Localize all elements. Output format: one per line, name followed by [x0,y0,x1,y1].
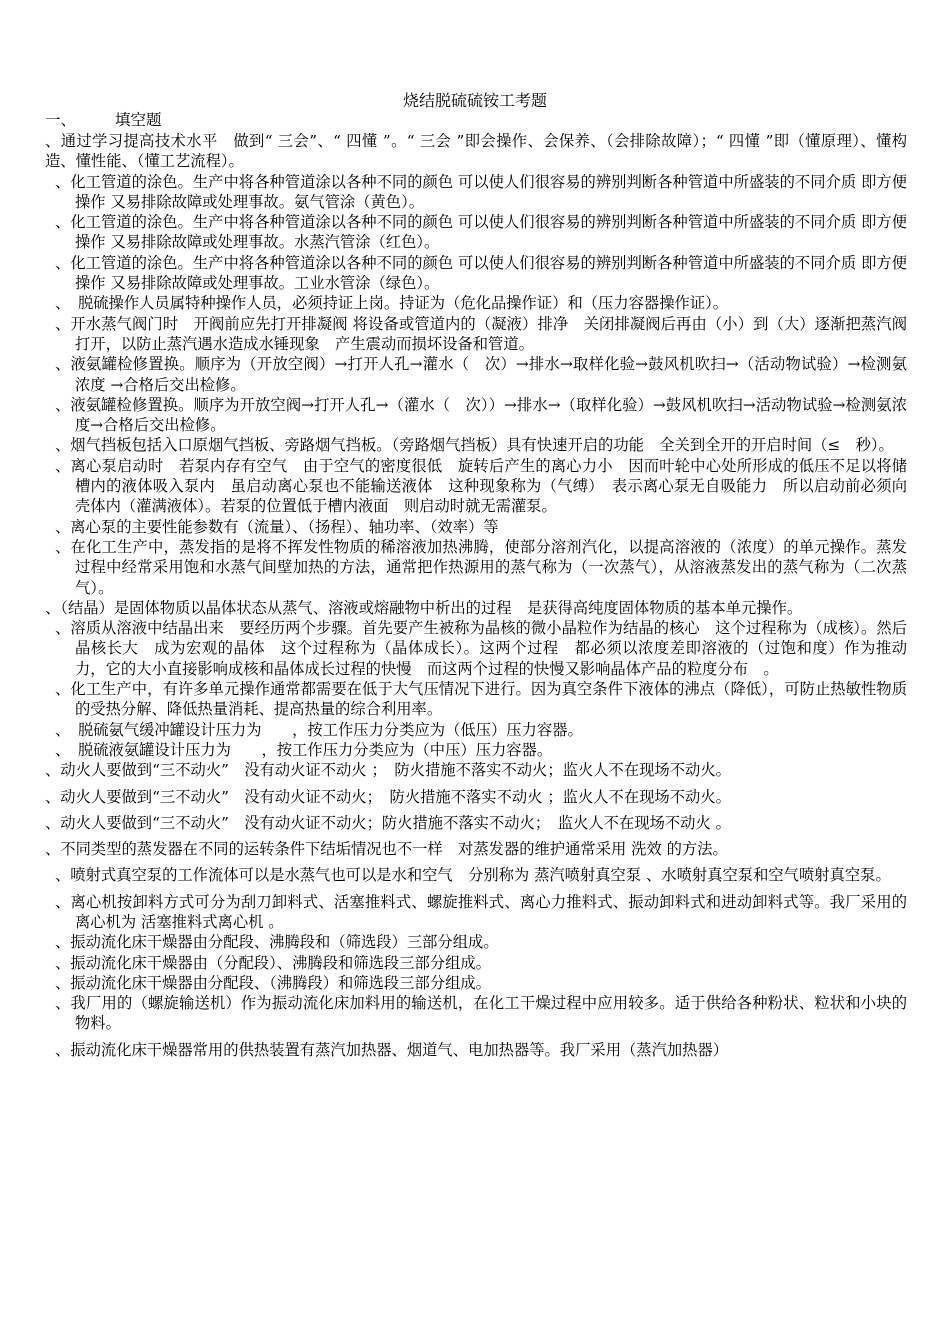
question-item: 、我厂用的（螺旋输送机）作为振动流化床加料用的输送机，在化工干燥过程中应用较多。适于供给各种粉状、粒状和小块的物料。 [55,994,907,1033]
question-item: 、化工管道的涂色。生产中将各种管道涂以各种不同的颜色 可以使人们很容易的辨别判断各种管道中所盛装的不同介质 即方便操作 又易排除故障或处理事故。氨气管涂（黄色）。 [55,172,907,211]
question-item: 、 脱硫氨气缓冲罐设计压力为 ，按工作压力分类应为（低压）压力容器。 [55,720,583,739]
question-item: 、离心泵启动时 若泵内存有空气 由于空气的密度很低 旋转后产生的离心力小 因而叶轮中心处所形成的低压不足以将储槽内的液体吸入泵内 虽启动离心泵也不能输送液体 这种现象称为（气缚） 表示离心泵无自吸能力 所以启动前必须向壳体内（灌满液体）。若泵的位置低于槽内液面 则启动时就无需灌泵。 [55,456,907,516]
question-item: 、化工生产中，有许多单元操作通常都需要在低于大气压情况下进行。因为真空条件下液体的沸点（降低），可防止热敏性物质的受热分解、降低热量消耗、提高热量的综合利用率。 [55,680,907,719]
question-item: 、离心泵的主要性能参数有（流量）、（扬程）、轴功率、（效率）等 [55,517,499,536]
question-item: 、溶质从溶液中结晶出来 要经历两个步骤。首先要产生被称为晶核的微小晶粒作为结晶的核心 这个过程称为（成核）。然后晶核长大 成为宏观的晶体 这个过程称为（晶体成长）。这两个过程 都必须以浓度差即溶液的（过饱和度）作为推动力，它的大小直接影响成核和晶体成长过程的快慢 而这两个过程的快慢又影响晶体产品的粒度分布 。 [55,619,907,678]
question-item: 、离心机按卸料方式可分为刮刀卸料式、活塞推料式、螺旋推料式、离心力推料式、振动卸料式和进动卸料式等。我厂采用的离心机为 活塞推料式离心机 。 [55,892,907,931]
question-item: 、不同类型的蒸发器在不同的运转条件下结垢情况也不一样 对蒸发器的维护通常采用 洗效 的方法。 [45,840,728,859]
question-item: 、振动流化床干燥器由分配段、沸腾段和（筛选段）三部分组成。 [55,933,499,952]
question-item: 、振动流化床干燥器由（分配段）、沸腾段和筛选段三部分组成。 [55,953,491,972]
question-item: 、开水蒸气阀门时 开阀前应先打开排凝阀 将设备或管道内的（凝液）排净 关闭排凝阀后再由（小）到（大）逐渐把蒸汽阀打开，以防止蒸汽遇水造成水锤现象 产生震动而损坏设备和管道。 [55,314,907,353]
question-item: 、振动流化床干燥器由分配段、（沸腾段）和筛选段三部分组成。 [55,973,491,992]
section-title: 填空题 [115,111,162,129]
question-item: 、 脱硫液氨罐设计压力为 ，按工作压力分类应为（中压）压力容器。 [55,740,553,759]
section-heading [45,110,162,130]
question-item: 、动火人要做到“三不动火” 没有动火证不动火；防火措施不落实不动火； 监火人不在现场不动火 。 [45,813,731,832]
question-item: 、在化工生产中，蒸发指的是将不挥发性物质的稀溶液加热沸腾，使部分溶剂汽化，以提高溶液的（浓度）的单元操作。蒸发过程中经常采用饱和水蒸气间壁加热的方法，通常把作热源用的蒸气称为（一次蒸气），从溶液蒸发出的蒸气称为（二次蒸气）。 [55,537,907,597]
question-list [45,131,907,1060]
section-number: 一、 [45,111,77,129]
question-item: 、动火人要做到“三不动火” 没有动火证不动火； 防火措施不落实不动火 ；监火人不在现场不动火。 [45,787,731,806]
question-item: 、通过学习提高技术水平 做到“ 三会”、“ 四懂 ”。“ 三会 ”即会操作、会保养、（会排除故障）；“ 四懂 ”即（懂原理）、懂构造、懂性能、（懂工艺流程）。 [45,132,907,171]
question-item: 、（结晶）是固体物质以晶体状态从蒸气、溶液或熔融物中析出的过程 是获得高纯度固体物质的基本单元操作。 [45,598,803,617]
question-item: 、振动流化床干燥器常用的供热装置有蒸汽加热器、烟道气、电加热器等。我厂采用（蒸汽加热器） [55,1040,729,1059]
question-item: 、化工管道的涂色。生产中将各种管道涂以各种不同的颜色 可以使人们很容易的辨别判断各种管道中所盛装的不同介质 即方便操作 又易排除故障或处理事故。工业水管涂（绿色）。 [55,253,907,293]
question-item: 、化工管道的涂色。生产中将各种管道涂以各种不同的颜色 可以使人们很容易的辨别判断各种管道中所盛装的不同介质 即方便操作 又易排除故障或处理事故。水蒸汽管涂（红色）。 [55,213,907,252]
question-item: 、液氨罐检修置换。顺序为（开放空阀）→打开人孔→灌水（ 次）→排水→取样化验→鼓风机吹扫→（活动物试验）→检测氨浓度 →合格后交出检修。 [55,355,907,394]
question-item: 、动火人要做到“三不动火” 没有动火证不动火 ； 防火措施不落实不动火；监火人不在现场不动火。 [45,761,731,780]
question-item: 、液氨罐检修置换。顺序为开放空阀→打开人孔→（灌水（ 次））→排水→（取样化验）→鼓风机吹扫→活动物试验→检测氨浓度→合格后交出检修。 [55,395,907,435]
question-item: 、喷射式真空泵的工作流体可以是水蒸气也可以是水和空气 分别称为 蒸汽喷射真空泵 、水喷射真空泵和空气喷射真空泵。 [55,866,891,885]
document-title: 烧结脱硫硫铵工考题 [402,91,547,110]
question-item: 、 脱硫操作人员属特种操作人员，必须持证上岗。持证为（危化品操作证）和（压力容器操作证）。 [55,294,729,313]
question-item: 、烟气挡板包括入口原烟气挡板、旁路烟气挡板。（旁路烟气挡板）具有快速开启的功能 全关到全开的开启时间（≤ 秒）。 [55,436,894,455]
